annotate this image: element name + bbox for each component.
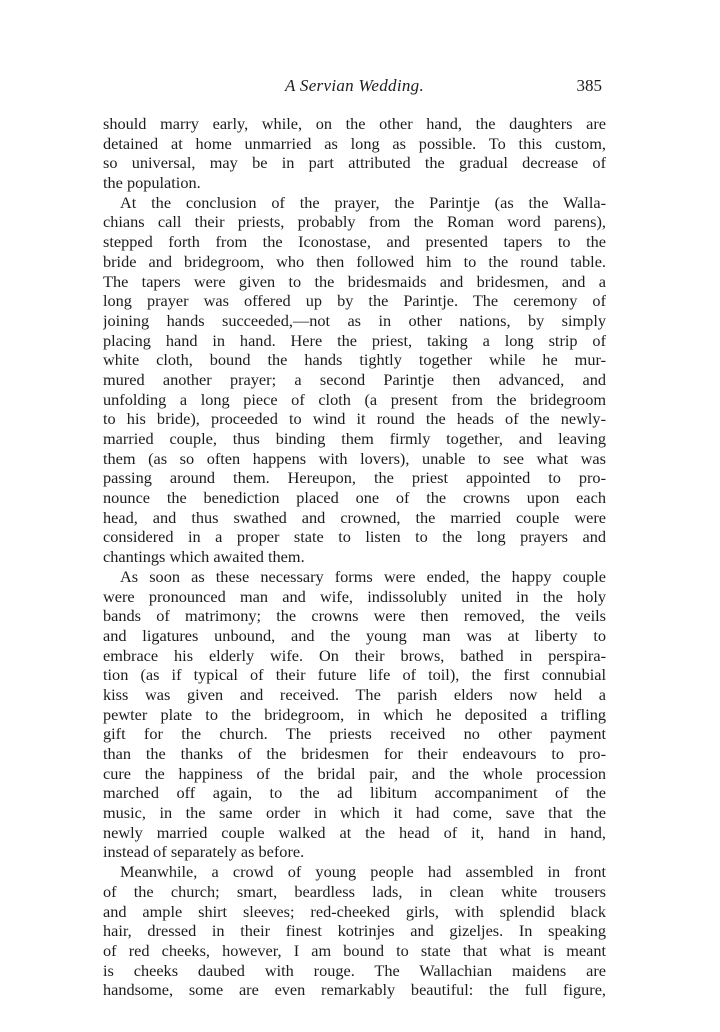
text-line: placing hand in hand. Here the priest, taking a long strip of	[103, 330, 606, 350]
text-line: were pronounced man and wife, indissolubly united in the holy	[103, 586, 606, 606]
text-line: bands of matrimony; the crowns were then removed, the veils	[103, 606, 606, 626]
text-line: nounce the benediction placed one of the crowns upon each	[103, 488, 606, 508]
text-line: head, and thus swathed and crowned, the married couple were	[103, 507, 606, 527]
text-line: chians call their priests, probably from the Roman word parens),	[103, 212, 606, 232]
body-text	[103, 114, 606, 1000]
text-line: joining hands succeeded,—not as in other nations, by simply	[103, 310, 606, 330]
text-line: than the thanks of the bridesmen for their endeavours to pro-	[103, 744, 606, 763]
text-line: bride and bridegroom, who then followed him to the round table.	[103, 251, 606, 271]
text-line: cure the happiness of the bridal pair, and the whole procession	[103, 763, 606, 783]
page-number: 385	[576, 76, 602, 95]
text-line: stepped forth from the Iconostase, and presented tapers to the	[103, 232, 606, 252]
paragraph-start-line: Meanwhile, a crowd of young people had assembled in front	[120, 862, 606, 882]
text-line: unfolding a long piece of cloth (a present from the bridegroom	[103, 389, 606, 409]
running-title: A Servian Wedding.	[284, 76, 425, 95]
text-line: kiss was given and received. The parish elders now held a	[103, 684, 606, 704]
text-line: and ligatures unbound, and the young man was at liberty to	[103, 625, 606, 645]
text-line: embrace his elderly wife. On their brows, bathed in perspira-	[103, 645, 606, 665]
text-line: instead of separately as before.	[103, 842, 305, 862]
text-line: mured another prayer; a second Parintje then advanced, and	[103, 369, 606, 389]
text-line: detained at home unmarried as long as possible. To this custom,	[103, 133, 606, 153]
text-line: the population.	[103, 173, 201, 193]
text-line: marched off again, to the ad libitum accompaniment of the	[103, 783, 606, 803]
text-line: handsome, some are even remarkably beautiful: the full figure,	[103, 980, 606, 1000]
text-line: newly married couple walked at the head of it, hand in hand,	[103, 822, 606, 842]
text-line: to his bride), proceeded to wind it round the heads of the newly-	[103, 409, 606, 429]
paragraph-start-line: As soon as these necessary forms were ended, the happy couple	[120, 566, 606, 586]
text-line: considered in a proper state to listen to the long prayers and	[103, 527, 606, 547]
text-line: music, in the same order in which it had come, save that the	[103, 803, 606, 823]
text-line: chantings which awaited them.	[103, 547, 305, 567]
text-line: them (as so often happens with lovers), unable to see what was	[103, 448, 606, 468]
text-line: long prayer was offered up by the Parintje. The ceremony of	[103, 291, 606, 311]
text-line: should marry early, while, on the other hand, the daughters are	[103, 114, 606, 133]
text-line: passing around them. Hereupon, the priest appointed to pro-	[103, 468, 606, 488]
text-line: of red cheeks, however, I am bound to state that what is meant	[103, 940, 606, 960]
text-line: tion (as if typical of their future life of toil), the first connubial	[103, 665, 606, 685]
text-line: hair, dressed in their finest kotrinjes and gizeljes. In speaking	[103, 921, 606, 941]
text-line: married couple, thus binding them firmly together, and leaving	[103, 429, 606, 448]
text-line: of the church; smart, beardless lads, in clean white trousers	[103, 881, 606, 901]
text-line: and ample shirt sleeves; red-cheeked girls, with splendid black	[103, 901, 606, 921]
text-line: gift for the church. The priests received no other payment	[103, 724, 606, 744]
text-line: white cloth, bound the hands tightly together while he mur-	[103, 350, 606, 370]
running-head	[103, 76, 606, 100]
paragraph-start-line: At the conclusion of the prayer, the Parintje (as the Walla-	[120, 192, 606, 212]
text-line: The tapers were given to the bridesmaids and bridesmen, and a	[103, 271, 606, 291]
text-line: is cheeks daubed with rouge. The Wallachian maidens are	[103, 960, 606, 980]
text-line: pewter plate to the bridegroom, in which he deposited a trifling	[103, 704, 606, 724]
text-line: so universal, may be in part attributed the gradual decrease of	[103, 153, 606, 173]
